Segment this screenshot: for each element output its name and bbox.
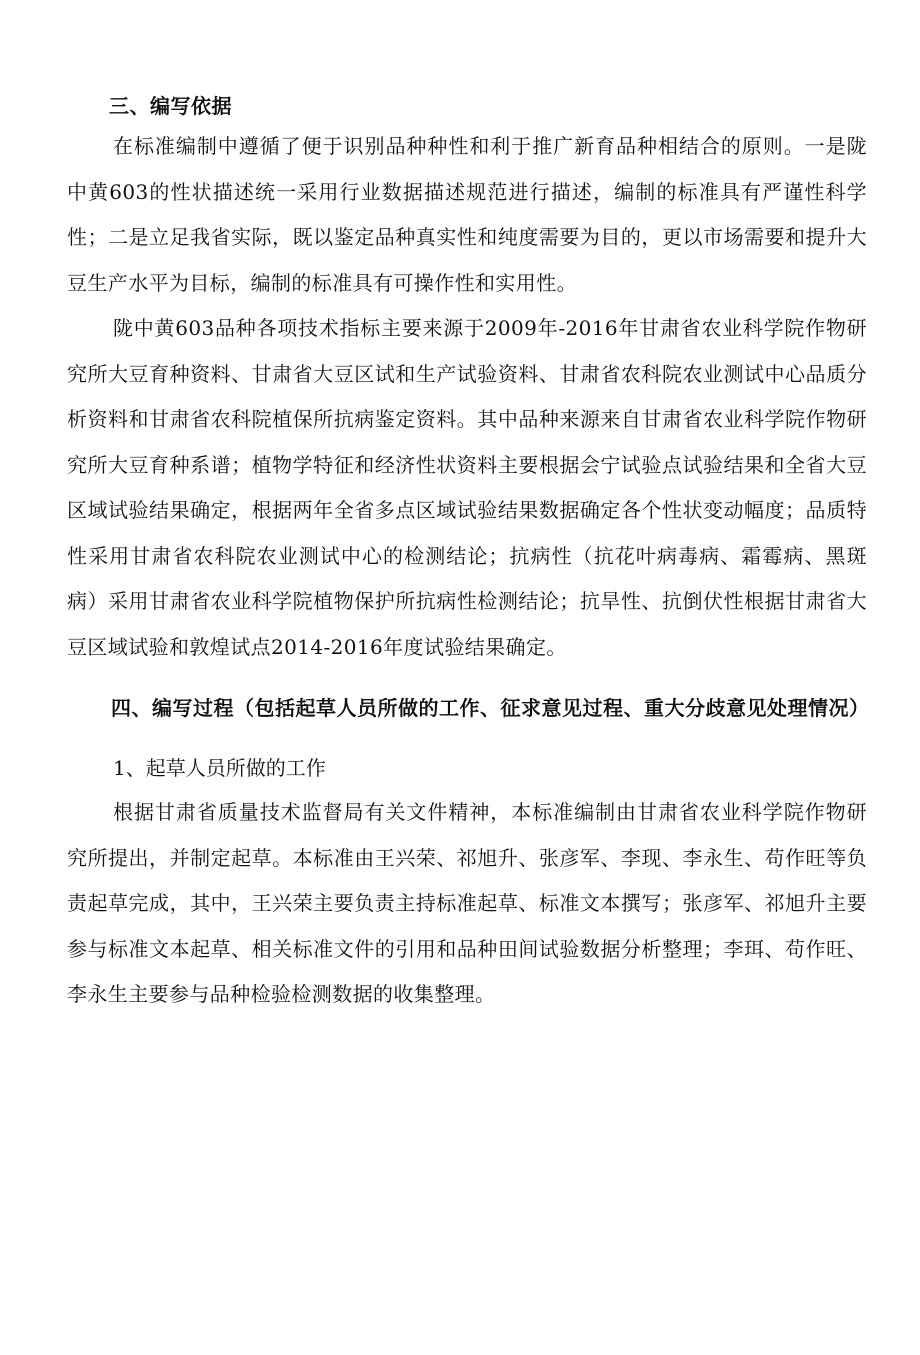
section-3-paragraph-2: 陇中黄603品种各项技术指标主要来源于2009年-2016年甘肃省农业科学院作物研究所大豆育种资料、甘肃省大豆区试和生产试验资料、甘肃省农科院农业测试中心品质分析资料和甘肃省农科院植保所抗病鉴定资料。其中品种来源来自甘肃省农业科学院作物研究所大豆育种系谱；植物学特征和经济性状资料主要根据会宁试验点试验结果和全省大豆区域试验结果确定，根据两年全省多点区域试验结果数据确定各个性状变动幅度；品质特性采用甘肃省农科院农业测试中心的检测结论；抗病性（抗花叶病毒病、霜霉病、黑斑病）采用甘肃省农业科学院植物保护所抗病性检测结论；抗旱性、抗倒伏性根据甘肃省大豆区域试验和敦煌试点2014-2016年度试验结果确定。 bbox=[67, 316, 867, 659]
section-3-heading: 三、编写依据 bbox=[109, 94, 232, 118]
document-page bbox=[67, 88, 870, 1018]
section-4-subheading-1: 1、起草人员所做的工作 bbox=[113, 756, 326, 780]
section-4-paragraph-1: 根据甘肃省质量技术监督局有关文件精神，本标准编制由甘肃省农业科学院作物研究所提出，并制定起草。本标准由王兴荣、祁旭升、张彦军、李现、李永生、苟作旺等负责起草完成，其中，王兴荣主要负责主持标准起草、标准文本撰写；张彦军、祁旭升主要参与标准文本起草、相关标准文件的引用和品种田间试验数据分析整理；李珥、苟作旺、李永生主要参与品种检验检测数据的收集整理。 bbox=[67, 800, 867, 1006]
section-4-heading: 四、编写过程（包括起草人员所做的工作、征求意见过程、重大分歧意见处理情况） bbox=[111, 696, 870, 720]
section-3-paragraph-1: 在标准编制中遵循了便于识别品种种性和利于推广新育品种相结合的原则。一是陇中黄603的性状描述统一采用行业数据描述规范进行描述，编制的标准具有严谨性科学性；二是立足我省实际，既以鉴定品种真实性和纯度需要为目的，更以市场需要和提升大豆生产水平为目标，编制的标准具有可操作性和实用性。 bbox=[67, 134, 867, 295]
